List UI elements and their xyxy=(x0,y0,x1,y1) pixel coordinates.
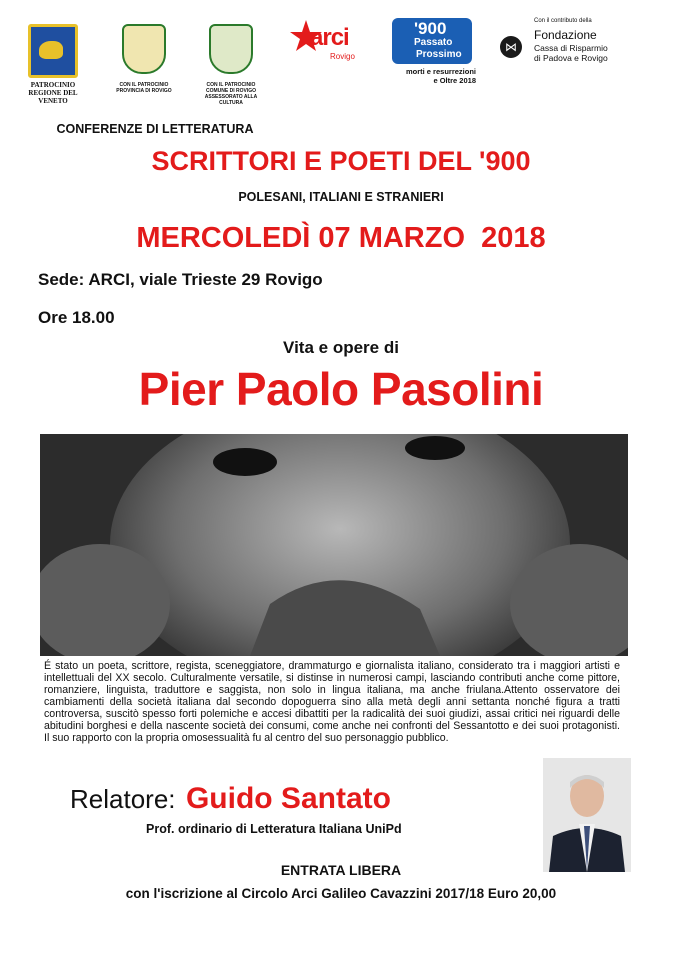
comune-line3: ASSESSORATO ALLA CULTURA xyxy=(204,94,258,106)
logo-fondazione xyxy=(498,18,658,78)
speaker-role: Prof. ordinario di Letteratura Italiana UniPd xyxy=(146,822,402,836)
passato-line1: Passato xyxy=(414,37,453,48)
comune-line1: CON IL PATROCINIO xyxy=(206,82,256,88)
provincia-line2: PROVINCIA DI ROVIGO xyxy=(116,88,172,94)
passato-badge xyxy=(392,18,472,64)
speaker-photo xyxy=(543,758,631,872)
subject-name: Pier Paolo Pasolini xyxy=(138,363,544,415)
biography-text: É stato un poeta, scrittore, regista, sceneggiatore, drammaturgo e giornalista italiano, considerato tra i maggiori artisti e intellettuali del XX secolo. Culturalmente versatile, si distinse in numerosi campi, lasciando contributi anche come pittore, romanziere, linguista, traduttore e saggista, non solo in lingua italiana, ma anche friulana.Attento osservatore dei cambiamenti della società italiana dal secondo dopoguerra sino alla metà degli anni settanta nonché figura a tratti controversa, suscitò spesso forti polemiche e accesi dibattiti per la radicalità dei suoi giudizi, assai critici nei riguardi delle abitudini borghesi e della nascente società dei consumi, come anche nei confronti del Sessantotto e dei suoi protagonisti. Il suo rapporto con la propria omosessualità fu al centro del suo personaggio pubblico. xyxy=(44,660,620,744)
fondazione-line2: di Padova e Rovigo xyxy=(534,53,608,63)
speaker-name: Guido Santato xyxy=(185,782,391,815)
fondazione-name: Fondazione xyxy=(534,28,597,42)
logo-regione-veneto xyxy=(22,24,84,105)
speaker-line xyxy=(70,782,391,816)
passato-line2: Prossimo xyxy=(416,49,462,60)
comune-crest-icon xyxy=(209,24,253,74)
veneto-line2: REGIONE DEL VENETO xyxy=(28,89,78,105)
fondazione-pre: Con il contributo della xyxy=(534,18,592,24)
arci-name: arci xyxy=(310,24,349,51)
membership-note: con l'iscrizione al Circolo Arci Galileo Cavazzini 2017/18 Euro 20,00 xyxy=(125,886,557,901)
page-subtitle: POLESANI, ITALIANI E STRANIERI xyxy=(238,190,444,204)
portrait-shapes xyxy=(40,434,628,656)
speaker-label: Relatore: xyxy=(70,784,176,814)
event-date: MERCOLEDÌ 07 MARZO 2018 xyxy=(136,222,546,254)
veneto-line1: PATROCINIO xyxy=(30,81,76,89)
passato-number: '900 xyxy=(414,19,447,38)
passato-sub1: morti e resurrezioni xyxy=(405,67,476,76)
event-time: Ore 18.00 xyxy=(38,308,115,327)
entry-notice: ENTRATA LIBERA xyxy=(280,862,402,878)
venue: Sede: ARCI, viale Trieste 29 Rovigo xyxy=(38,270,323,289)
logo-provincia-rovigo xyxy=(112,24,176,94)
comune-line2: COMUNE DI ROVIGO xyxy=(205,88,256,94)
passato-sub2: e Oltre 2018 xyxy=(433,76,476,85)
provincia-line1: CON IL PATROCINIO xyxy=(119,82,169,88)
logo-arci xyxy=(288,16,368,68)
page-title: SCRITTORI E POETI DEL '900 xyxy=(151,146,531,176)
pasolini-portrait xyxy=(40,434,628,656)
fondazione-line1: Cassa di Risparmio xyxy=(534,43,608,53)
arci-city: Rovigo xyxy=(330,52,355,61)
provincia-crest-icon xyxy=(122,24,166,74)
series-label: CONFERENZE DI LETTERATURA xyxy=(56,122,254,136)
intro-line: Vita e opere di xyxy=(283,338,399,357)
fondazione-mark-icon: ⋈ xyxy=(500,36,522,58)
lion-emblem-icon xyxy=(28,24,78,78)
logo-passato-prossimo xyxy=(386,18,476,84)
logo-comune-rovigo xyxy=(196,24,266,106)
